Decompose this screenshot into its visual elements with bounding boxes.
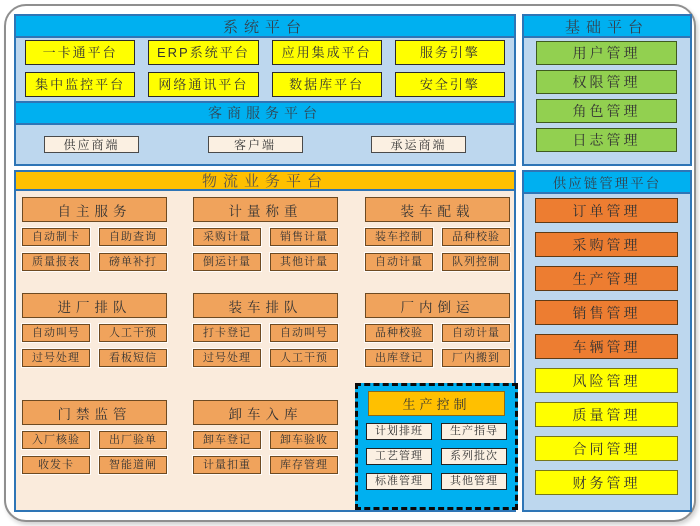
logistics-platform-header: 物流业务平台 [16,172,514,191]
group-grid [193,324,338,367]
group-grid [193,228,338,271]
group-header: 装车排队 [193,293,338,318]
group-item-button[interactable]: 质量报表 [22,253,90,271]
base-platform-buttons [536,41,677,152]
production-item-button[interactable]: 标准管理 [366,473,432,490]
logistics-group [365,197,510,271]
group-grid [365,228,510,271]
production-item-button[interactable]: 工艺管理 [366,448,432,465]
base-module-button[interactable]: 用户管理 [536,41,677,65]
production-control-grid [366,423,507,490]
group-item-button[interactable]: 过号处理 [22,349,90,367]
client-endpoint-button[interactable]: 承运商端 [371,136,466,153]
logistics-group [193,197,338,271]
group-grid [193,431,338,474]
platform-module-button[interactable]: 服务引擎 [395,40,505,65]
group-item-button[interactable]: 其他计量 [270,253,338,271]
base-module-button[interactable]: 权限管理 [536,70,677,94]
supply-module-button[interactable]: 销售管理 [535,300,678,325]
group-item-button[interactable]: 入厂核验 [22,431,90,449]
logistics-group [22,293,167,367]
base-platform-panel [522,14,692,166]
supply-chain-platform-header: 供应链管理平台 [524,172,690,194]
system-platform-header: 系统平台 [16,16,514,38]
system-buttons-row-2 [25,72,505,97]
group-item-button[interactable]: 磅单补打 [99,253,167,271]
supply-module-button[interactable]: 生产管理 [535,266,678,291]
production-control-header: 生产控制 [368,391,505,416]
group-header: 装车配载 [365,197,510,222]
platform-module-button[interactable]: 网络通讯平台 [148,72,258,97]
group-grid [365,324,510,367]
group-item-button[interactable]: 库存管理 [270,456,338,474]
group-item-button[interactable]: 人工干预 [99,324,167,342]
supply-module-button[interactable]: 风险管理 [535,368,678,393]
platform-module-button[interactable]: 安全引擎 [395,72,505,97]
group-item-button[interactable]: 销售计量 [270,228,338,246]
group-item-button[interactable]: 厂内搬到 [442,349,510,367]
supply-module-button[interactable]: 财务管理 [535,470,678,495]
group-item-button[interactable]: 卸车验收 [270,431,338,449]
supply-module-button[interactable]: 车辆管理 [535,334,678,359]
base-module-button[interactable]: 日志管理 [536,128,677,152]
group-item-button[interactable]: 智能道闸 [99,456,167,474]
production-item-button[interactable]: 生产指导 [441,423,507,440]
system-buttons-row-1 [25,40,505,65]
group-item-button[interactable]: 自动计量 [442,324,510,342]
production-item-button[interactable]: 系列批次 [441,448,507,465]
supply-chain-platform-panel [522,170,692,512]
platform-module-button[interactable]: 应用集成平台 [272,40,382,65]
production-item-button[interactable]: 其他管理 [441,473,507,490]
group-header: 自主服务 [22,197,167,222]
group-item-button[interactable]: 打卡登记 [193,324,261,342]
group-item-button[interactable]: 自动制卡 [22,228,90,246]
platform-module-button[interactable]: 数据库平台 [272,72,382,97]
group-item-button[interactable]: 品种校验 [442,228,510,246]
group-grid [22,431,167,474]
platform-module-button[interactable]: ERP系统平台 [148,40,258,65]
group-item-button[interactable]: 卸车登记 [193,431,261,449]
logistics-platform-panel [14,170,516,512]
group-grid [22,228,167,271]
group-item-button[interactable]: 自助查询 [99,228,167,246]
group-item-button[interactable]: 过号处理 [193,349,261,367]
group-header: 进厂排队 [22,293,167,318]
logistics-group [193,293,338,367]
group-item-button[interactable]: 出厂验单 [99,431,167,449]
supply-module-button[interactable]: 合同管理 [535,436,678,461]
customer-service-platform-header: 客商服务平台 [16,101,514,125]
group-grid [22,324,167,367]
base-module-button[interactable]: 角色管理 [536,99,677,123]
group-item-button[interactable]: 倒运计量 [193,253,261,271]
client-endpoint-button[interactable]: 供应商端 [44,136,139,153]
group-item-button[interactable]: 采购计量 [193,228,261,246]
logistics-group [193,400,338,474]
group-item-button[interactable]: 出库登记 [365,349,433,367]
group-item-button[interactable]: 自动叫号 [270,324,338,342]
platform-module-button[interactable]: 集中监控平台 [25,72,135,97]
supply-module-button[interactable]: 质量管理 [535,402,678,427]
production-item-button[interactable]: 计划排班 [366,423,432,440]
group-header: 门禁监管 [22,400,167,425]
group-item-button[interactable]: 品种校验 [365,324,433,342]
client-endpoint-button[interactable]: 客户端 [208,136,303,153]
group-header: 卸车入库 [193,400,338,425]
group-item-button[interactable]: 装车控制 [365,228,433,246]
platform-module-button[interactable]: 一卡通平台 [25,40,135,65]
production-control-box [355,383,518,510]
group-item-button[interactable]: 队列控制 [442,253,510,271]
group-header: 厂内倒运 [365,293,510,318]
client-buttons-row [44,136,466,153]
group-item-button[interactable]: 计量扣重 [193,456,261,474]
group-item-button[interactable]: 自动叫号 [22,324,90,342]
supply-module-button[interactable]: 订单管理 [535,198,678,223]
group-item-button[interactable]: 人工干预 [270,349,338,367]
supply-chain-buttons [535,198,678,495]
group-header: 计量称重 [193,197,338,222]
base-platform-header: 基础平台 [524,16,690,38]
group-item-button[interactable]: 看板短信 [99,349,167,367]
logistics-group [22,197,167,271]
system-platform-panel [14,14,516,166]
group-item-button[interactable]: 收发卡 [22,456,90,474]
logistics-group [365,293,510,367]
supply-module-button[interactable]: 采购管理 [535,232,678,257]
logistics-group [22,400,167,474]
group-item-button[interactable]: 自动计量 [365,253,433,271]
